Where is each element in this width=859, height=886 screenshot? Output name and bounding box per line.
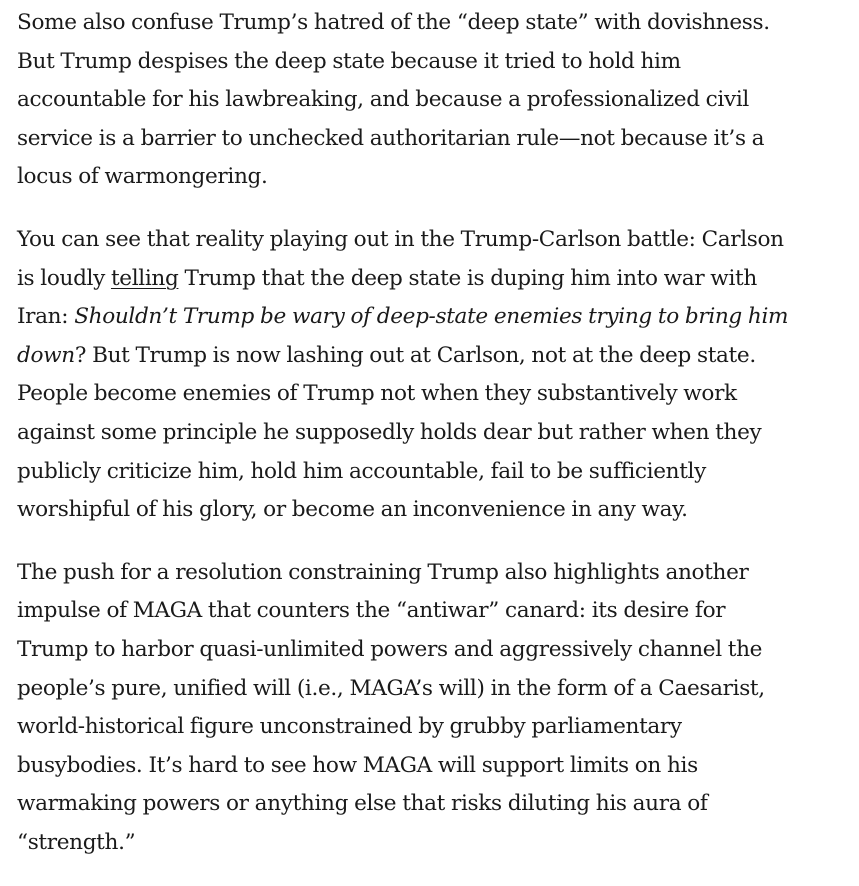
- line-text: Trump that the deep state is duping him into war with: [178, 265, 757, 291]
- line-text: Iran:: [17, 304, 75, 330]
- line-text: ? But Trump is now lashing out at Carlson, not at the deep state.: [74, 342, 756, 368]
- paragraph-line: busybodies. It’s hard to see how MAGA will support limits on his: [17, 752, 698, 778]
- paragraph-line: [17, 337, 853, 376]
- paragraph-2: [17, 221, 853, 530]
- telling-link[interactable]: telling: [110, 265, 179, 291]
- paragraph-line: “strength.”: [17, 829, 136, 855]
- paragraph-line: But Trump despises the deep state because it tried to hold him: [17, 48, 681, 74]
- paragraph-line: accountable for his lawbreaking, and because a professionalized civil: [17, 87, 749, 113]
- paragraph-line: Trump to harbor quasi-unlimited powers and aggressively channel the: [17, 636, 763, 662]
- paragraph-line: warmaking powers or anything else that risks diluting his aura of: [17, 791, 708, 817]
- paragraph-line: service is a barrier to unchecked authoritarian rule—not because it’s a: [17, 125, 765, 151]
- paragraph-line: People become enemies of Trump not when they substantively work: [17, 381, 737, 407]
- paragraph-line: worshipful of his glory, or become an inconvenience in any way.: [17, 497, 688, 523]
- paragraph-1: [17, 4, 853, 197]
- paragraph-line: You can see that reality playing out in the Trump-Carlson battle: Carlson: [17, 226, 784, 252]
- paragraph-line: people’s pure, unified will (i.e., MAGA’s will) in the form of a Caesarist,: [17, 675, 765, 701]
- paragraph-line: The push for a resolution constraining Trump also highlights another: [17, 559, 749, 585]
- paragraph-line: publicly criticize him, hold him accountable, fail to be sufficiently: [17, 458, 706, 484]
- paragraph-line: impulse of MAGA that counters the “antiwar” canard: its desire for: [17, 598, 726, 624]
- paragraph-line: locus of warmongering.: [17, 164, 268, 190]
- paragraph-line: against some principle he supposedly holds dear but rather when they: [17, 419, 762, 445]
- article-body: [17, 4, 853, 886]
- italic-quote: Shouldn’t Trump be wary of deep-state enemies trying to bring him: [74, 304, 789, 330]
- paragraph-line: [17, 298, 853, 337]
- paragraph-line: Some also confuse Trump’s hatred of the “deep state” with dovishness.: [17, 10, 770, 35]
- paragraph-line: [17, 260, 853, 299]
- paragraph-line: world-historical figure unconstrained by grubby parliamentary: [17, 714, 682, 740]
- line-text: is loudly: [17, 265, 111, 291]
- paragraph-3: [17, 554, 853, 863]
- italic-quote: down: [17, 342, 75, 368]
